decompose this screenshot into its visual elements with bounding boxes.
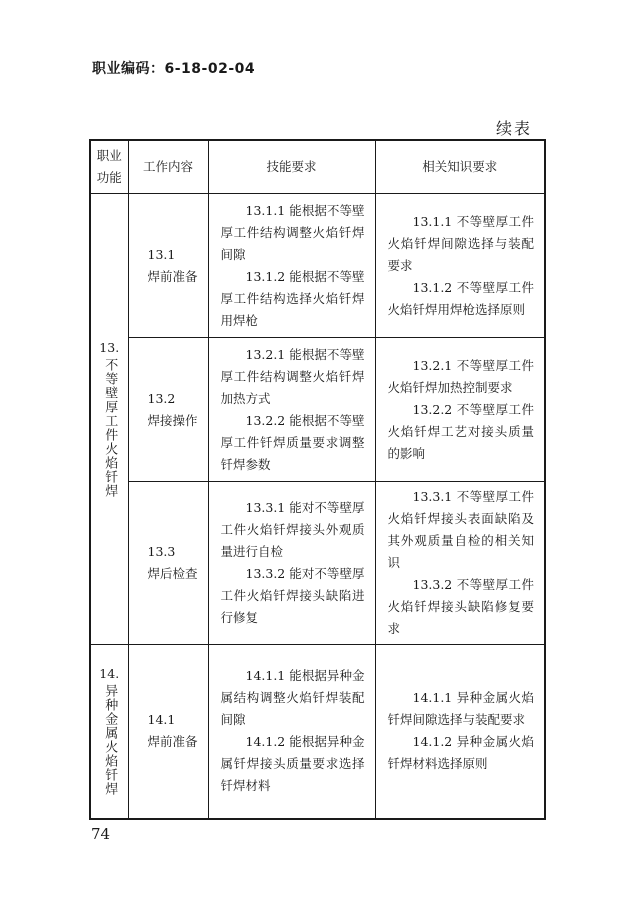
table-row — [90, 482, 545, 645]
knowledge-text: 13.2.1 不等壁厚工件火焰钎焊加热控制要求 — [387, 357, 534, 395]
skill-cell — [208, 645, 375, 819]
header-skill: 技能要求 — [208, 140, 375, 194]
table-row — [90, 194, 545, 338]
knowledge-cell — [375, 482, 545, 645]
skill-text: 13.1.2 能根据不等壁厚工件结构选择火焰钎焊用焊枪 — [220, 268, 365, 328]
work-content: 13.2 焊接操作 — [128, 338, 208, 482]
table-header-row — [90, 140, 545, 194]
header-work: 工作内容 — [128, 140, 208, 194]
knowledge-text: 13.3.1 不等壁厚工件火焰钎焊接头表面缺陷及其外观质量自检的相关知识 — [387, 489, 534, 570]
knowledge-text: 14.1.1 异种金属火焰钎焊间隙选择与装配要求 — [387, 690, 534, 728]
work-content: 13.3 焊后检查 — [128, 482, 208, 645]
header-function-text: 职业功能 — [96, 148, 122, 185]
knowledge-text: 13.1.2 不等壁厚工件火焰钎焊用焊枪选择原则 — [387, 279, 534, 317]
requirements-table — [89, 139, 546, 820]
table-row — [90, 645, 545, 819]
function-name: 异种金属火焰钎焊 — [102, 684, 118, 797]
skill-cell — [208, 194, 375, 338]
knowledge-text: 13.3.2 不等壁厚工件火焰钎焊接头缺陷修复要求 — [387, 577, 534, 636]
table-row — [90, 338, 545, 482]
continued-label: 续表 — [496, 119, 533, 138]
skill-text: 13.2.2 能根据不等壁厚工件钎焊质量要求调整钎焊参数 — [220, 412, 365, 472]
function-cell — [90, 194, 128, 645]
header-knowledge: 相关知识要求 — [375, 140, 545, 194]
function-number: 13. — [99, 340, 120, 355]
function-cell — [90, 645, 128, 819]
skill-cell — [208, 338, 375, 482]
knowledge-cell — [375, 194, 545, 338]
skill-text: 13.1.1 能根据不等壁厚工件结构调整火焰钎焊间隙 — [220, 202, 365, 262]
work-content: 13.1 焊前准备 — [128, 194, 208, 338]
skill-text: 13.3.2 能对不等壁厚工件火焰钎焊接头缺陷进行修复 — [220, 566, 365, 625]
knowledge-text: 13.1.1 不等壁厚工件火焰钎焊间隙选择与装配要求 — [387, 213, 534, 273]
page-number: 74 — [91, 825, 111, 843]
knowledge-text: 13.2.2 不等壁厚工件火焰钎焊工艺对接头质量的影响 — [387, 401, 534, 461]
function-name: 不等壁厚工件火焰钎焊 — [102, 358, 118, 498]
knowledge-cell — [375, 645, 545, 819]
work-content: 14.1 焊前准备 — [128, 645, 208, 819]
header-function — [90, 140, 128, 194]
occupation-code: 职业编码：6-18-02-04 — [92, 61, 256, 77]
skill-text: 13.3.1 能对不等壁厚工件火焰钎焊接头外观质量进行自检 — [220, 500, 365, 559]
knowledge-cell — [375, 338, 545, 482]
function-number: 14. — [99, 666, 120, 682]
skill-text: 14.1.1 能根据异种金属结构调整火焰钎焊装配间隙 — [220, 668, 365, 728]
knowledge-text: 14.1.2 异种金属火焰钎焊材料选择原则 — [387, 734, 534, 772]
skill-cell — [208, 482, 375, 645]
skill-text: 14.1.2 能根据异种金属钎焊接头质量要求选择钎焊材料 — [220, 734, 365, 794]
skill-text: 13.2.1 能根据不等壁厚工件结构调整火焰钎焊加热方式 — [220, 346, 365, 406]
